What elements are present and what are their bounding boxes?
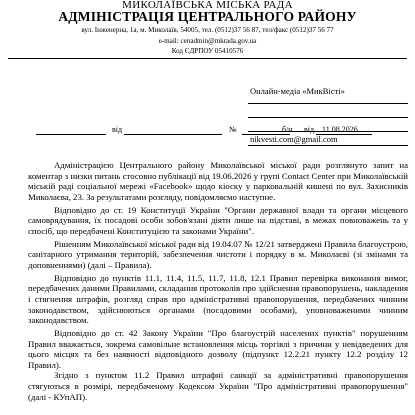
contact-address: вул. Інженерна, 1а, м. Миколаїв, 54005, тел. (0512)37 56 87, тел/факс (0512)37 56 77	[81, 26, 334, 34]
recipient-line-2	[248, 117, 408, 118]
reference-date: 11.08.2026	[322, 125, 358, 134]
recipient-email: nikvesti.com@gmail.com	[250, 134, 338, 144]
number-label: №	[229, 125, 237, 134]
from-label: від	[112, 125, 123, 134]
date-label: від	[304, 125, 315, 134]
letterhead-divider	[8, 58, 407, 59]
body-paragraph: Згідно з пунктом 11.2 Правил штрафні санкції за адміністративні правопорушення стягуються в розмірі, передбаченому Кодексом України "Про адміністративні правопорушення" (далі - КУпАП).	[28, 370, 408, 402]
body-paragraph: Адміністрацією Центрального району Миколаївської міської ради розглянуто запит на коментар з низки питань стосовно публікації від 19.06.2026 у групі Contact Center при Миколаївській міській раді соціальної мережі «Facebook» щодо кіоску у парковальній кишені по вул. Захисників Миколаєва, 23. За результатами розгляду, повідомляємо наступне.	[28, 160, 408, 202]
recipient-line-3	[248, 131, 408, 132]
contact-email: e-mail: cenadmin@mkrada.gov.ua	[158, 37, 257, 45]
outgoing-number-blank	[124, 134, 222, 135]
edrpou-code: Код ЄДРПОУ 05410576	[171, 47, 244, 55]
recipient-line-1	[248, 103, 408, 104]
recipient-line-4	[248, 145, 408, 146]
recipient-name: Онлайн-медіа «МикВісті»	[250, 86, 345, 96]
outgoing-date-blank	[36, 134, 106, 135]
reference-number: б/н	[282, 125, 293, 134]
body-paragraph: Відповідно до пунктів 11.1, 11.4, 11.5, 11.7, 11.8, 12.1 Правил перевірка виконання вимог, передбачених даними Правилами, складання протоколів про здійснення правопорушень, накладення і стягнення штрафів, розгляд справ про адміністративні правопорушення, передбачених чинним законодавством, здійснюються органами (посадовими особами), уповноваженими чинним законодавством.	[28, 272, 408, 326]
body-paragraph: Відповідно до ст. 19 Конституції України "Органи державної влади та органи місцевого самоврядування, їх посадові особи зобов'язані діяти лише на підставі, в межах повноважень та у спосіб, що передбачені Конституцією та законами України".	[28, 204, 408, 236]
administration-name: АДМІНІСТРАЦІЯ ЦЕНТРАЛЬНОГО РАЙОНУ	[58, 9, 357, 24]
body-paragraph: Відповідно до ст. 42 Закону України "Про благоустрій населених пунктів" порушенням Правил вважається, зокрема самовільне встановлення місць торгівлі з причини у невідведених для цього місцях та без наявності відповідного дозволу (підпункт 12.2.21 пункту 12.2 розділу 12 Правил).	[28, 327, 408, 370]
council-name: МИКОЛАЇВСЬКА МІСЬКА РАДА	[122, 0, 293, 11]
body-paragraph: Рішенням Миколаївської міської ради від 19.04.07 № 12/21 затверджені Правила благоустрою, санітарного утримання територій, забезпечення чистоти і порядку в м. Миколаєві (зі змінами та доповненнями) (далі – Правила).	[28, 238, 408, 270]
letter-body	[28, 160, 408, 402]
